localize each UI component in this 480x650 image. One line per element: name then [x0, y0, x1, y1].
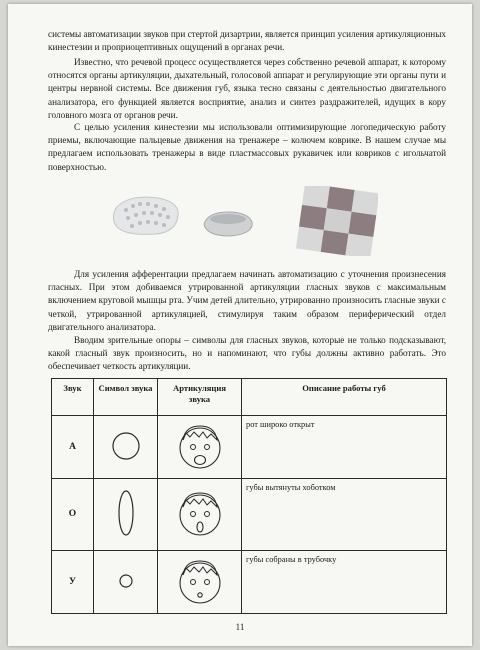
table-header-row	[52, 379, 447, 416]
child-face-oval-mouth-icon	[173, 485, 227, 541]
sound-cell: О	[52, 479, 94, 551]
vowel-articulation-table	[51, 378, 447, 614]
checkered-mat-image	[296, 186, 378, 256]
child-face-small-mouth-icon	[173, 553, 227, 609]
paragraph-1: системы автоматизации звуков при стертой дизартрии, является принцип усиления артикуляционных кинестезии и проприоцептивных ощущений в органах речи.	[48, 29, 446, 53]
paragraph-2: Известно, что речевой процесс осуществляется через собственно речевой аппарат, к которому относятся органы артикуляции, дыхательный, голосовой аппарат и регулирующие эти органы пути и центры нервной системы. Все движения губ, языка тесно связаны с деятельностью двигательного анализатора, его функцией является восприятие, анализ и синтез раздражителей, идущих в кору головного мозга от органов речи.	[48, 57, 446, 120]
paragraph-5: Вводим зрительные опоры – символы для гласных звуков, которые не только подсказывают, какой гласный звук произносить, но и напоминают, что губы должны активно работать. Это обеспечивает четкость артикуляции.	[48, 335, 446, 372]
table-row	[52, 550, 447, 613]
header-description: Описание работы губ	[242, 379, 447, 416]
small-circle-symbol	[108, 563, 144, 599]
page-number: 11	[235, 622, 245, 632]
sound-cell: У	[52, 550, 94, 613]
header-symbol: Символ звука	[94, 379, 158, 416]
trainer-photos	[108, 186, 378, 256]
table-row	[52, 416, 447, 479]
wide-circle-symbol	[108, 428, 144, 464]
sound-cell: А	[52, 416, 94, 479]
header-articulation: Артикуляция звука	[158, 379, 242, 416]
document-page	[8, 4, 472, 646]
table-row	[52, 479, 447, 551]
description-cell: рот широко открыт	[242, 416, 447, 479]
spiky-glove-image	[113, 197, 178, 234]
description-cell: губы вытянуты хоботком	[242, 479, 447, 551]
spiky-block-image	[204, 212, 252, 236]
paragraph-3: С целью усиления кинестезии мы использовали оптимизирующие логопедическую работу приемы, включающие пальцевые движения на тренажере – колючем коврике. В нашем случае мы предлагаем использовать тренажеры в виде пластмассовых рукавичек или ковриков с игольчатой поверхностью.	[48, 122, 446, 172]
vertical-oval-symbol	[108, 485, 144, 541]
paragraph-4: Для усиления афферентации предлагаем начинать автоматизацию с уточнения произнесения гласных. При этом добиваемся утрированной артикуляции гласных звуков с максимальным включением круговой мышцы рта. Учим детей длительно, утрированно произносить гласные звуки с четкой, утрированной артикуляцией, стимулируя таким образом периферический отдел двигательного анализатора.	[48, 269, 446, 332]
description-cell: губы собраны в трубочку	[242, 550, 447, 613]
header-sound: Звук	[52, 379, 94, 416]
child-face-open-mouth-icon	[173, 418, 227, 474]
